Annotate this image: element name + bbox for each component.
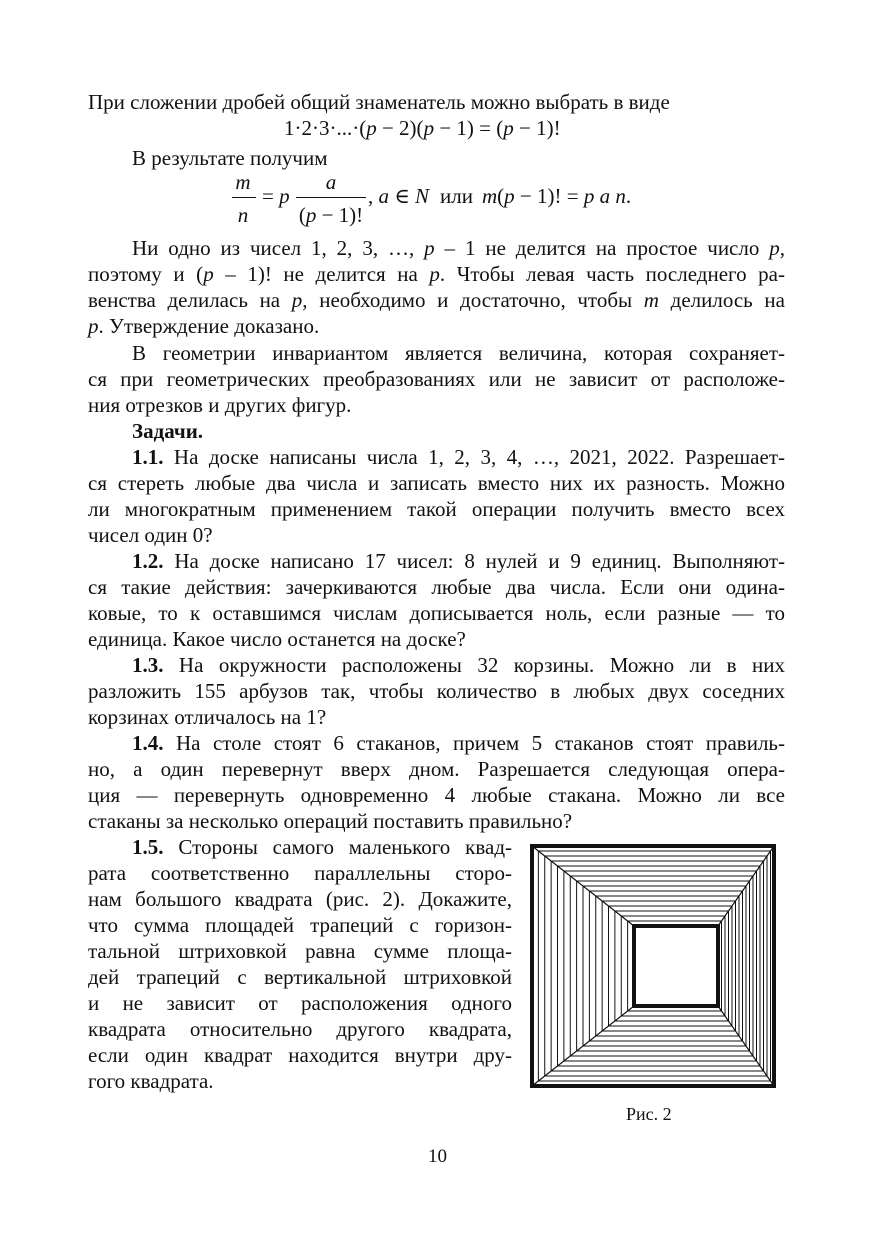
para1-line: поэтому и (p – 1)! не делится на p. Чтобы левая часть последнего ра-	[88, 262, 785, 286]
problem-line: но, а один перевернут вверх дном. Разрешается следующая опера-	[88, 757, 785, 781]
para1-line: венства делилась на p, необходимо и достаточно, чтобы m делилось на	[88, 288, 785, 312]
problem-line: что сумма площадей трапеций с горизон-	[88, 913, 512, 937]
rhs-numerator: a	[325, 170, 337, 194]
figure-caption: Рис. 2	[626, 1104, 672, 1124]
problem-line: ция — перевернуть одновременно 4 любые стакана. Можно ли все	[88, 783, 785, 807]
problem-line: чисел один 0?	[88, 523, 213, 547]
inner-square	[634, 926, 718, 1006]
intro-line: При сложении дробей общий знаменатель можно выбрать в виде	[88, 90, 670, 114]
tasks-heading: Задачи.	[132, 419, 204, 443]
problem-line: стаканы за несколько операций поставить правильно?	[88, 809, 573, 833]
condition: , a ∈ N	[368, 184, 430, 208]
alt-formula: m(p − 1)! = p a n.	[482, 184, 632, 208]
figure-nested-squares	[528, 842, 778, 1090]
problem-1-4: 1.4. На столе стоят 6 стаканов, причем 5 стаканов стоят правиль-	[132, 731, 785, 755]
problem-line: ся такие действия: зачеркиваются любые два числа. Если они одина-	[88, 575, 785, 599]
problem-line: ли многократным применением такой операции получить вместо всех	[88, 497, 785, 521]
problem-line: ковые, то к оставшимся числам дописывается ноль, если разные — то	[88, 601, 785, 625]
problem-line: разложить 155 арбузов так, чтобы количество в любых двух соседних	[88, 679, 785, 703]
problem-line: дей трапеций с вертикальной штриховкой	[88, 965, 512, 989]
problem-1-3: 1.3. На окружности расположены 32 корзины. Можно ли в них	[132, 653, 785, 677]
lhs-fraction-bar	[232, 197, 256, 198]
eq-p: = p	[262, 184, 290, 208]
rhs-fraction-bar	[296, 197, 366, 198]
or-word: или	[440, 184, 473, 208]
problem-line: гого квадрата.	[88, 1069, 214, 1093]
page-number: 10	[428, 1146, 447, 1167]
formula-factorial: 1·2·3·...·(p − 2)(p − 1) = (p − 1)!	[284, 116, 561, 140]
problem-line: рата соответственно параллельны сторо-	[88, 861, 512, 885]
problem-line: если один квадрат находится внутри дру-	[88, 1043, 512, 1067]
rhs-denominator: (p − 1)!	[298, 203, 364, 227]
problem-line: корзинах отличалось на 1?	[88, 705, 327, 729]
problem-line: единица. Какое число останется на доске?	[88, 627, 466, 651]
para1-line: Ни одно из чисел 1, 2, 3, …, p – 1 не делится на простое число p,	[132, 236, 786, 260]
problem-line: нам большого квадрата (рис. 2). Докажите,	[88, 887, 512, 911]
lhs-denominator: n	[237, 203, 249, 227]
lhs-numerator: m	[235, 170, 251, 194]
problem-1-1: 1.1. На доске написаны числа 1, 2, 3, 4, …, 2021, 2022. Разрешает-	[132, 445, 785, 469]
para2-line: В геометрии инвариантом является величина, которая сохраняет-	[132, 341, 785, 365]
result-line: В результате получим	[132, 146, 328, 170]
outer-square	[532, 846, 774, 1086]
para2-line: ния отрезков и других фигур.	[88, 393, 352, 417]
problem-line: ся стереть любые два числа и записать вместо них их разность. Можно	[88, 471, 785, 495]
problem-line: тальной штриховкой равна сумме площа-	[88, 939, 512, 963]
problem-1-2: 1.2. На доске написано 17 чисел: 8 нулей и 9 единиц. Выполняют-	[132, 549, 785, 573]
problem-line: квадрата относительно другого квадрата,	[88, 1017, 512, 1041]
problem-1-5: 1.5. Стороны самого маленького квад-	[132, 835, 512, 859]
problem-line: и не зависит от расположения одного	[88, 991, 512, 1015]
para1-line: p. Утверждение доказано.	[88, 314, 320, 338]
para2-line: ся при геометрических преобразованиях или не зависит от расположе-	[88, 367, 785, 391]
